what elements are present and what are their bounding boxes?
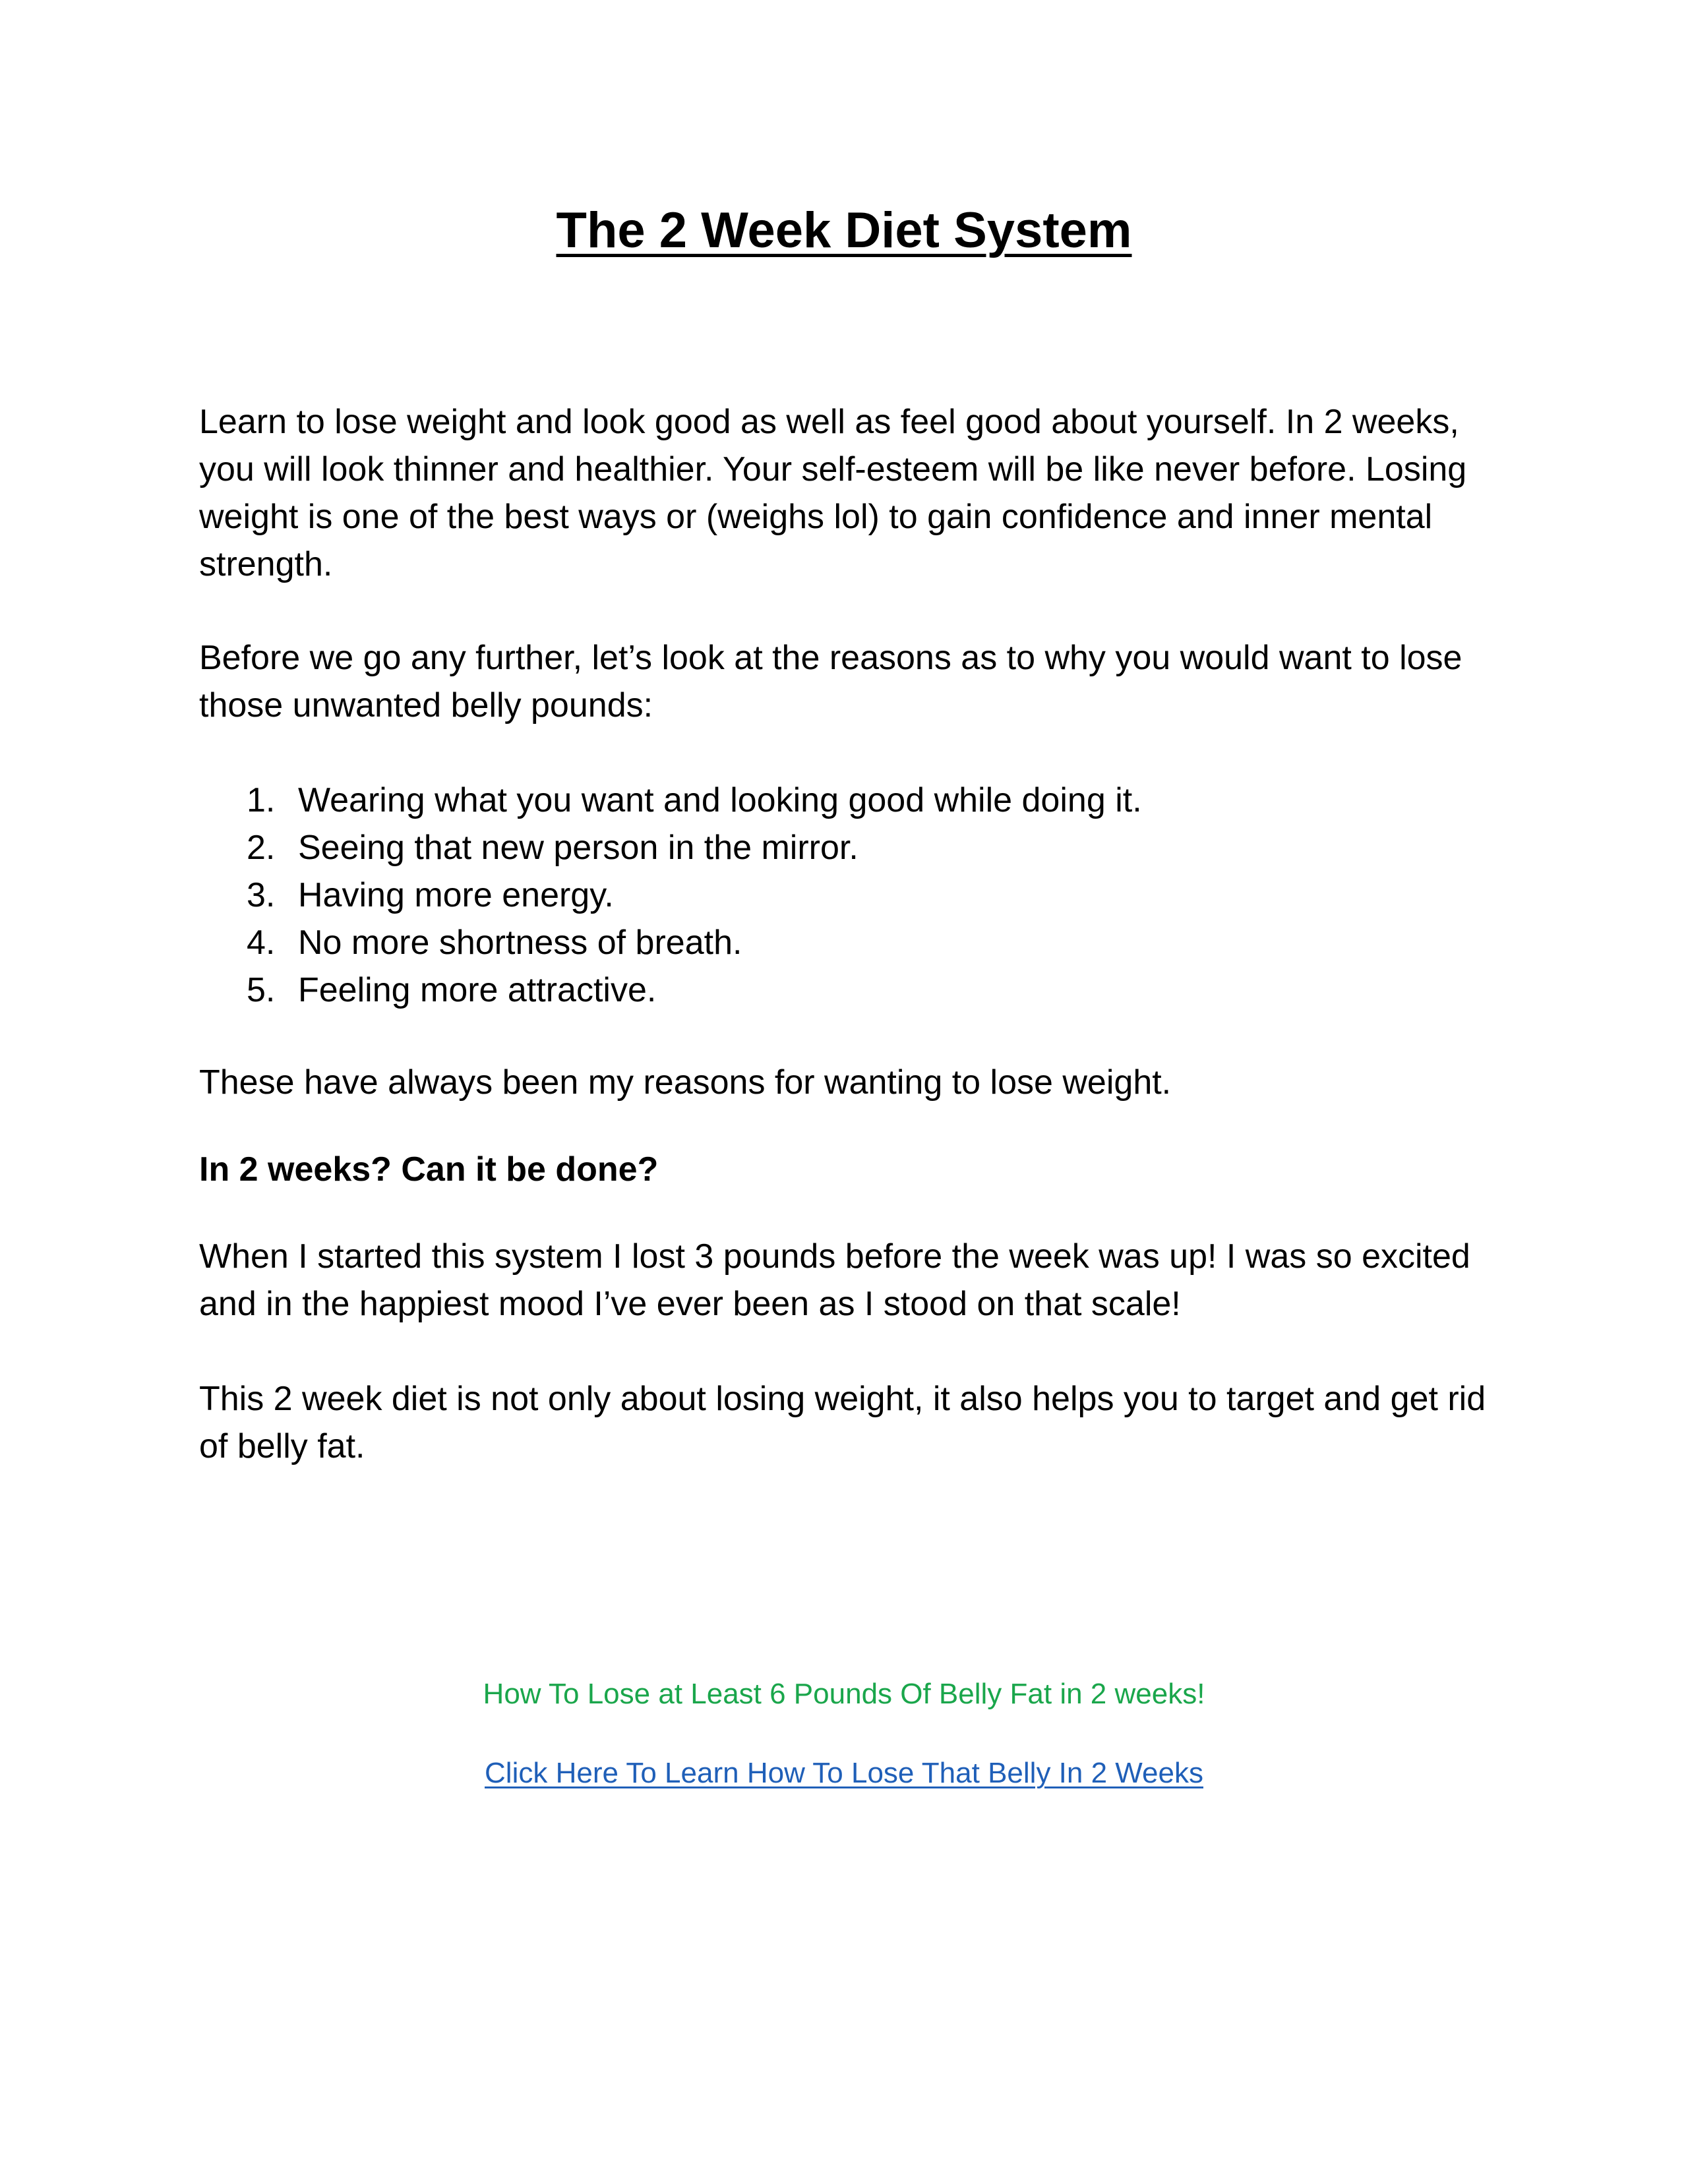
list-item [199, 777, 1505, 824]
list-item-text: Seeing that new person in the mirror. [298, 829, 859, 867]
cta-link-row [0, 1754, 1688, 1793]
list-item [199, 966, 1505, 1014]
reasons-close-paragraph: These have always been my reasons for wanting to lose weight. [199, 1063, 1172, 1102]
list-item-number: 1. [247, 781, 276, 819]
list-item-text: No more shortness of breath. [298, 924, 742, 962]
list-item [199, 871, 1505, 919]
list-item-number: 5. [247, 971, 276, 1009]
promo-text: How To Lose at Least 6 Pounds Of Belly Fat in 2 weeks! [483, 1678, 1205, 1710]
belly-fat-paragraph: This 2 week diet is not only about losing weight, it also helps you to target and get rid of belly fat. [199, 1380, 1486, 1465]
result-paragraph: When I started this system I lost 3 pounds before the week was up! I was so excited and in the happiest mood I’ve ever been as I stood on that scale! [199, 1237, 1470, 1323]
list-item-text: Wearing what you want and looking good while doing it. [298, 781, 1142, 819]
page-title [0, 198, 1688, 264]
list-item-number: 2. [247, 829, 276, 867]
intro-paragraph: Learn to lose weight and look good as well as feel good about yourself. In 2 weeks, you will look thinner and healthier. Your self-esteem will be like never before. Losing weight is one of the best ways or (weighs lol) to gain confidence and inner mental strength. [199, 403, 1467, 583]
subheading: In 2 weeks? Can it be done? [199, 1150, 659, 1189]
page-title-text: The 2 Week Diet System [556, 202, 1132, 258]
reasons-lead-paragraph: Before we go any further, let’s look at the reasons as to why you would want to lose those unwanted belly pounds: [199, 639, 1462, 724]
list-item-text: Feeling more attractive. [298, 971, 657, 1009]
reasons-list [199, 777, 1505, 1014]
list-item [199, 919, 1505, 966]
list-item-text: Having more energy. [298, 876, 614, 914]
list-item-number: 4. [247, 924, 276, 962]
cta-link[interactable]: Click Here To Learn How To Lose That Belly In 2 Weeks [485, 1757, 1203, 1789]
list-item [199, 824, 1505, 871]
list-item-number: 3. [247, 876, 276, 914]
